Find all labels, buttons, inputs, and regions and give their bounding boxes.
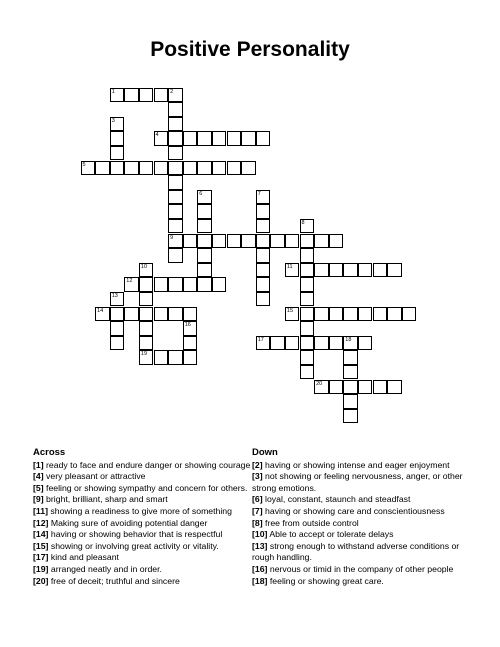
clue-number: 9 (170, 234, 174, 241)
grid-cell[interactable] (343, 365, 358, 380)
across-clue (33, 471, 255, 483)
grid-cell[interactable] (329, 380, 344, 395)
grid-cell[interactable] (110, 336, 125, 351)
clue-number-label: [7] (252, 505, 263, 516)
grid-cell[interactable] (300, 234, 315, 249)
grid-cell[interactable] (212, 234, 227, 249)
clue-number-label: [17] (33, 552, 49, 563)
grid-cell[interactable] (154, 88, 169, 103)
grid-cell[interactable] (168, 131, 183, 146)
grid-cell[interactable] (183, 307, 198, 322)
clue-number-label: [4] (33, 471, 44, 482)
clue-number: 1 (111, 88, 115, 95)
grid-cell[interactable] (197, 234, 212, 249)
grid-cell[interactable] (168, 190, 183, 205)
clue-number-label: [2] (252, 459, 263, 470)
grid-cell[interactable] (387, 307, 402, 322)
grid-cell[interactable] (343, 307, 358, 322)
grid-cell[interactable] (256, 248, 271, 263)
across-clue (33, 541, 255, 553)
grid-cell[interactable] (197, 190, 212, 205)
grid-cell[interactable] (81, 161, 96, 176)
grid-cell[interactable] (300, 350, 315, 365)
clue-number-label: [12] (33, 517, 49, 528)
clue-text: very pleasant or attractive (43, 471, 146, 482)
clue-number: 5 (82, 161, 86, 168)
clue-text: nervous or timid in the company of other people (267, 563, 454, 574)
grid-cell[interactable] (139, 292, 154, 307)
grid-cell[interactable] (124, 307, 139, 322)
grid-cell[interactable] (314, 307, 329, 322)
across-clue (33, 564, 255, 576)
grid-cell[interactable] (154, 131, 169, 146)
clue-number-label: [11] (33, 505, 48, 516)
grid-cell[interactable] (139, 277, 154, 292)
grid-cell[interactable] (197, 277, 212, 292)
clue-number-label: [20] (33, 575, 49, 586)
grid-cell[interactable] (300, 365, 315, 380)
clue-text: Able to accept or tolerate delays (267, 529, 394, 540)
grid-cell[interactable] (139, 350, 154, 365)
grid-cell[interactable] (110, 131, 125, 146)
grid-cell[interactable] (241, 234, 256, 249)
grid-cell[interactable] (197, 161, 212, 176)
across-heading: Across (33, 447, 66, 458)
clue-text: having or showing intense and eager enjoyment (262, 459, 450, 470)
grid-cell[interactable] (124, 161, 139, 176)
grid-cell[interactable] (256, 292, 271, 307)
grid-cell[interactable] (139, 88, 154, 103)
clue-number-label: [6] (252, 494, 263, 505)
clue-text: ready to face and endure danger or showing courage (43, 459, 251, 470)
across-clue (33, 552, 255, 564)
clue-number: 18 (345, 336, 352, 343)
grid-cell[interactable] (241, 161, 256, 176)
grid-cell[interactable] (343, 263, 358, 278)
grid-cell[interactable] (314, 234, 329, 249)
grid-cell[interactable] (300, 277, 315, 292)
grid-cell[interactable] (110, 161, 125, 176)
grid-cell[interactable] (329, 336, 344, 351)
grid-cell[interactable] (154, 161, 169, 176)
grid-cell[interactable] (300, 248, 315, 263)
grid-cell[interactable] (168, 117, 183, 132)
grid-cell[interactable] (124, 88, 139, 103)
down-clue (252, 564, 477, 576)
grid-cell[interactable] (197, 219, 212, 234)
down-clue (252, 471, 477, 494)
clue-text: having or showing behavior that is respectful (48, 529, 223, 540)
grid-cell[interactable] (256, 219, 271, 234)
down-clue (252, 576, 477, 588)
grid-cell[interactable] (197, 263, 212, 278)
clue-number-label: [14] (33, 529, 49, 540)
grid-cell[interactable] (256, 204, 271, 219)
grid-cell[interactable] (110, 88, 125, 103)
clue-number: 16 (184, 322, 191, 329)
clue-text: feeling or showing sympathy and concern for others. (43, 482, 248, 493)
grid-cell[interactable] (285, 263, 300, 278)
grid-cell[interactable] (212, 131, 227, 146)
grid-cell[interactable] (329, 263, 344, 278)
across-clue (33, 518, 255, 530)
clue-number-label: [15] (33, 540, 49, 551)
clue-number-label: [16] (252, 563, 268, 574)
down-clue (252, 506, 477, 518)
grid-cell[interactable] (110, 307, 125, 322)
clue-text: strong enough to withstand adverse conditions or rough handling. (252, 540, 460, 563)
grid-cell[interactable] (300, 336, 315, 351)
grid-cell[interactable] (300, 263, 315, 278)
grid-cell[interactable] (343, 409, 358, 424)
clue-number: 13 (111, 292, 118, 299)
grid-cell[interactable] (124, 277, 139, 292)
grid-cell[interactable] (358, 263, 373, 278)
grid-cell[interactable] (183, 321, 198, 336)
grid-cell[interactable] (154, 277, 169, 292)
grid-cell[interactable] (168, 350, 183, 365)
clue-number-label: [9] (33, 494, 44, 505)
clue-number: 8 (301, 219, 305, 226)
grid-cell[interactable] (227, 161, 242, 176)
grid-cell[interactable] (300, 321, 315, 336)
grid-cell[interactable] (183, 131, 198, 146)
clue-number: 20 (316, 380, 323, 387)
grid-cell[interactable] (358, 380, 373, 395)
grid-cell[interactable] (139, 321, 154, 336)
grid-cell[interactable] (168, 219, 183, 234)
grid-cell[interactable] (387, 263, 402, 278)
grid-cell[interactable] (139, 263, 154, 278)
grid-cell[interactable] (168, 248, 183, 263)
grid-cell[interactable] (110, 117, 125, 132)
clue-text: free of deceit; truthful and sincere (48, 575, 180, 586)
grid-cell[interactable] (212, 161, 227, 176)
clue-text: not showing or feeling nervousness, anger, or other strong emotions. (252, 471, 463, 493)
clue-number-label: [19] (33, 563, 49, 574)
clue-number: 14 (97, 307, 104, 314)
across-clues (33, 447, 255, 587)
grid-cell[interactable] (183, 336, 198, 351)
clue-text: Making sure of avoiding potential danger (48, 517, 208, 528)
clue-number-label: [8] (252, 517, 263, 528)
grid-cell[interactable] (168, 307, 183, 322)
down-clue (252, 518, 477, 530)
clue-text: loyal, constant, staunch and steadfast (262, 494, 411, 505)
clue-number: 11 (286, 263, 293, 270)
grid-cell[interactable] (139, 307, 154, 322)
grid-cell[interactable] (373, 380, 388, 395)
grid-cell[interactable] (110, 292, 125, 307)
down-clue (252, 460, 477, 472)
clue-number-label: [10] (252, 529, 268, 540)
grid-cell[interactable] (197, 204, 212, 219)
grid-cell[interactable] (314, 380, 329, 395)
grid-cell[interactable] (300, 219, 315, 234)
grid-cell[interactable] (358, 307, 373, 322)
grid-cell[interactable] (256, 277, 271, 292)
grid-cell[interactable] (314, 336, 329, 351)
clue-number: 2 (170, 88, 174, 95)
clue-text: having or showing care and conscientiousness (262, 505, 445, 516)
grid-cell[interactable] (168, 234, 183, 249)
down-heading: Down (252, 447, 278, 458)
clue-number-label: [13] (252, 540, 268, 551)
clue-text: feeling or showing great care. (267, 575, 384, 586)
page-title: Positive Personality (150, 38, 350, 61)
across-clue (33, 506, 255, 518)
across-clue (33, 483, 255, 495)
clue-text: showing or involving great activity or vitality. (48, 540, 219, 551)
grid-cell[interactable] (358, 336, 373, 351)
grid-cell[interactable] (110, 146, 125, 161)
grid-cell[interactable] (168, 88, 183, 103)
grid-cell[interactable] (168, 102, 183, 117)
grid-cell[interactable] (285, 336, 300, 351)
clue-number-label: [3] (252, 471, 263, 482)
grid-cell[interactable] (212, 277, 227, 292)
grid-cell[interactable] (168, 277, 183, 292)
grid-cell[interactable] (197, 131, 212, 146)
down-clues (252, 447, 477, 587)
across-clue (33, 576, 255, 588)
grid-cell[interactable] (329, 307, 344, 322)
grid-cell[interactable] (256, 131, 271, 146)
grid-cell[interactable] (95, 307, 110, 322)
grid-cell[interactable] (241, 131, 256, 146)
clue-number-label: [1] (33, 459, 44, 470)
grid-cell[interactable] (183, 234, 198, 249)
clue-number: 12 (126, 278, 133, 285)
grid-cell[interactable] (300, 292, 315, 307)
grid-cell[interactable] (314, 263, 329, 278)
clue-number: 7 (257, 190, 261, 197)
grid-cell[interactable] (183, 161, 198, 176)
grid-cell[interactable] (270, 336, 285, 351)
grid-cell[interactable] (329, 234, 344, 249)
grid-cell[interactable] (168, 175, 183, 190)
grid-cell[interactable] (95, 161, 110, 176)
clue-text: showing a readiness to give more of something (47, 505, 232, 516)
grid-cell[interactable] (343, 380, 358, 395)
grid-cell[interactable] (256, 190, 271, 205)
grid-cell[interactable] (256, 234, 271, 249)
grid-cell[interactable] (343, 350, 358, 365)
grid-cell[interactable] (373, 263, 388, 278)
grid-cell[interactable] (139, 336, 154, 351)
across-clue (33, 460, 255, 472)
grid-cell[interactable] (168, 204, 183, 219)
clue-text: free from outside control (262, 517, 359, 528)
grid-cell[interactable] (285, 307, 300, 322)
clue-number: 15 (286, 307, 294, 314)
across-clue (33, 529, 255, 541)
clue-number: 19 (140, 351, 148, 358)
grid-cell[interactable] (197, 248, 212, 263)
clue-number: 3 (111, 117, 115, 124)
clue-number: 17 (257, 336, 264, 343)
down-clue (252, 494, 477, 506)
grid-cell[interactable] (154, 307, 169, 322)
clue-text: arranged neatly and in order. (48, 563, 162, 574)
grid-cell[interactable] (387, 380, 402, 395)
clue-text: bright, brilliant, sharp and smart (43, 494, 168, 505)
grid-cell[interactable] (402, 307, 417, 322)
clue-number-label: [5] (33, 482, 44, 493)
across-clue (33, 494, 255, 506)
grid-cell[interactable] (256, 336, 271, 351)
grid-cell[interactable] (139, 161, 154, 176)
grid-cell[interactable] (154, 350, 169, 365)
grid-cell[interactable] (270, 234, 285, 249)
clue-number-label: [18] (252, 575, 268, 586)
grid-cell[interactable] (183, 350, 198, 365)
grid-cell[interactable] (168, 161, 183, 176)
grid-cell[interactable] (343, 394, 358, 409)
grid-cell[interactable] (110, 321, 125, 336)
clue-number: 6 (199, 190, 203, 197)
grid-cell[interactable] (227, 234, 242, 249)
grid-cell[interactable] (300, 307, 315, 322)
clue-number: 10 (140, 263, 148, 270)
clue-number: 4 (155, 132, 159, 139)
clue-text: kind and pleasant (48, 552, 119, 563)
grid-cell[interactable] (168, 146, 183, 161)
grid-cell[interactable] (256, 263, 271, 278)
grid-cell[interactable] (227, 131, 242, 146)
down-clue (252, 529, 477, 541)
grid-cell[interactable] (285, 234, 300, 249)
grid-cell[interactable] (373, 307, 388, 322)
grid-cell[interactable] (183, 277, 198, 292)
down-clue (252, 541, 477, 564)
grid-cell[interactable] (343, 336, 358, 351)
